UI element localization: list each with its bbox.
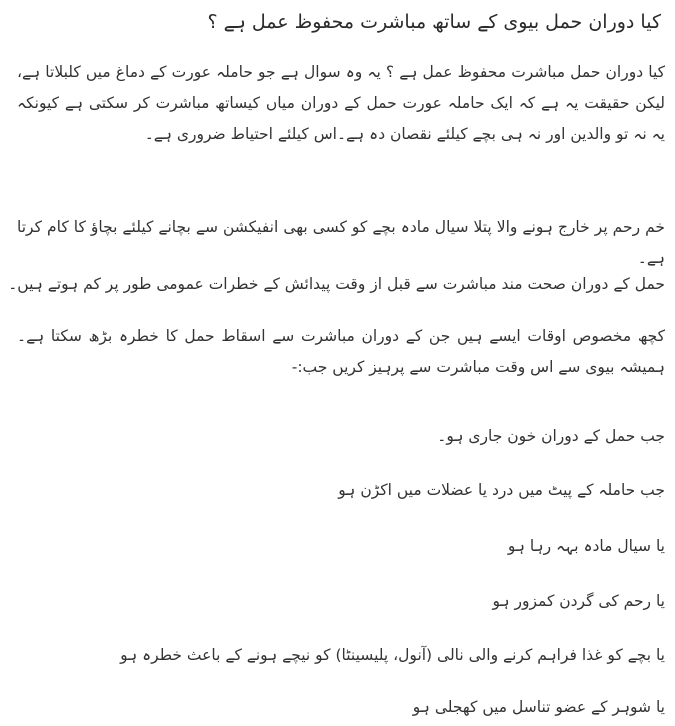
condition-item: جب حاملہ کے پیٹ میں درد یا عضلات میں اکڑن ہو xyxy=(338,481,665,499)
article-title: کیا دوران حمل بیوی کے ساتھ مباشرت محفوظ عمل ہے ؟ xyxy=(207,11,661,33)
condition-item: یا شوہر کے عضو تناسل میں کھجلی ہو xyxy=(412,698,665,716)
condition-item: یا سیال مادہ بہہ رہا ہو xyxy=(507,537,665,555)
condition-item: جب حمل کے دوران خون جاری ہو۔ xyxy=(437,427,665,445)
condition-item: یا رحم کی گردن کمزور ہو xyxy=(492,592,665,610)
caution-paragraph: کچھ مخصوص اوقات ایسے ہیں جن کے دوران مباشرت سے اسقاط حمل کا خطرہ بڑھ سکتا ہے۔ہمیشہ بیوی سے اس وقت مباشرت سے پرہیز کریں جب:- xyxy=(17,327,665,376)
intro-paragraph: کیا دوران حمل مباشرت محفوظ عمل ہے ؟ یہ وہ سوال ہے جو حاملہ عورت کے دماغ میں کلبلاتا ہے، لیکن حقیقت یہ ہے کہ ایک حاملہ عورت حمل کے دوران میاں کیساتھ مباشرت کر سکتی ہے کیونکہ یہ نہ تو والدین اور نہ ہی بچے کیلئے نقصان دہ ہے۔اس کیلئے احتیاط ضروری ہے۔ xyxy=(17,63,665,143)
condition-item: یا بچے کو غذا فراہم کرنے والی نالی (آنول، پلیسینٹا) کو نیچے ہونے کے باعث خطرہ ہو xyxy=(120,646,665,664)
fluid-paragraph: خم رحم پر خارج ہونے والا پتلا سیال مادہ بچے کو کسی بھی انفیکشن سے بچانے کیلئے بچاؤ کا کام کرتا ہے۔ xyxy=(17,218,665,267)
risks-paragraph: حمل کے دوران صحت مند مباشرت سے قبل از وقت پیدائش کے خطرات عمومی طور پر کم ہوتے ہیں۔ xyxy=(8,275,665,293)
